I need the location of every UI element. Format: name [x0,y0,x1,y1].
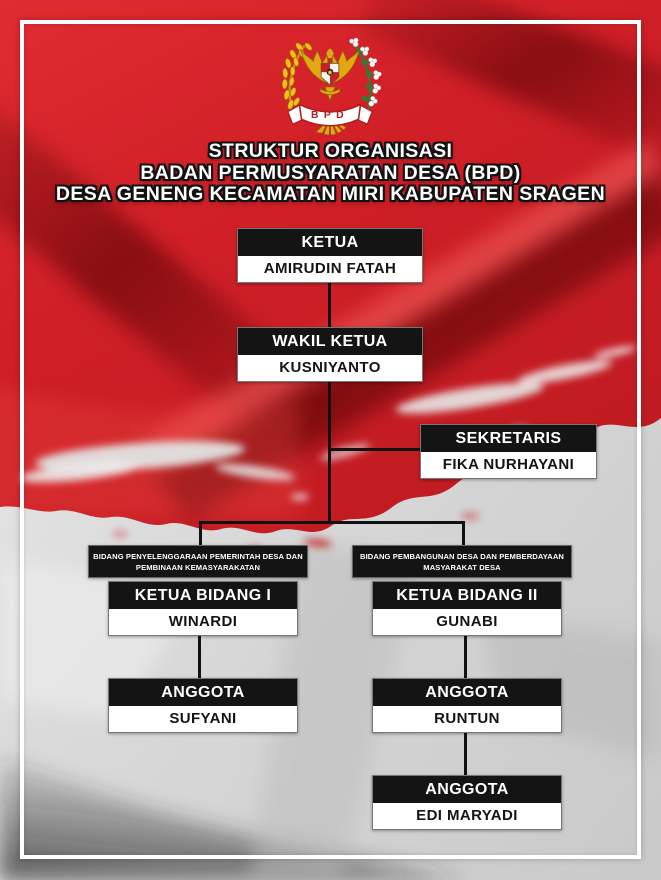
connector-winardi-anggota [198,634,201,680]
title-line-2: BADAN PERMUSYARATAN DESA (BPD) [140,161,521,184]
box-anggota-edi-maryadi-name: EDI MARYADI [373,803,561,829]
connector-gunabi-anggota [464,634,467,680]
box-wakil-ketua-name: KUSNIYANTO [238,355,422,381]
box-wakil-ketua-title: WAKIL KETUA [238,328,422,355]
box-ketua-bidang-2 [372,581,562,636]
box-ketua [237,228,423,283]
box-ketua-bidang-1-name: WINARDI [109,609,297,635]
box-ketua-title: KETUA [238,229,422,256]
box-bidang2-header: BIDANG PEMBANGUNAN DESA DAN PEMBERDAYAAN MASYARAKAT DESA [352,545,572,578]
title-line-3: DESA GENENG KECAMATAN MIRI KABUPATEN SRAGEN [55,183,606,205]
box-anggota-runtun-name: RUNTUN [373,706,561,732]
box-anggota-sufyani [108,678,298,733]
title-line-1: STRUKTUR ORGANISASI [208,140,453,162]
cotton-wreath-icon [349,38,381,112]
box-ketua-bidang-1-title: KETUA BIDANG I [109,582,297,609]
connector-wakil-branch [328,381,331,524]
box-sekretaris-name: FIKA NURHAYANI [421,452,596,478]
box-ketua-name: AMIRUDIN FATAH [238,256,422,282]
box-sekretaris-title: SEKRETARIS [421,425,596,452]
connector-sekretaris [330,448,422,451]
ribbon-banner [288,105,373,126]
box-anggota-runtun [372,678,562,733]
connector-runtun-anggota [464,732,467,777]
box-anggota-sufyani-title: ANGGOTA [109,679,297,706]
poster-title [0,141,661,206]
connector-bidang2-stub [462,521,465,547]
bpd-emblem-logo [271,25,389,137]
box-anggota-sufyani-name: SUFYANI [109,706,297,732]
box-anggota-edi-maryadi-title: ANGGOTA [373,776,561,803]
box-anggota-edi-maryadi [372,775,562,830]
box-ketua-bidang-2-title: KETUA BIDANG II [373,582,561,609]
box-anggota-runtun-title: ANGGOTA [373,679,561,706]
connector-ketua-wakil [328,283,331,328]
box-ketua-bidang-1 [108,581,298,636]
box-sekretaris [420,424,597,479]
box-ketua-bidang-2-name: GUNABI [373,609,561,635]
rice-wreath-icon [282,42,313,113]
connector-branch-bar [199,521,465,524]
ribbon-text: BPD [311,109,349,121]
connector-bidang1-stub [199,521,202,547]
box-wakil-ketua [237,327,423,382]
box-bidang1-header: BIDANG PENYELENGGARAAN PEMERINTAH DESA DAN PEMBINAAN KEMASYARAKATAN [88,545,308,578]
garuda-icon [301,49,360,101]
